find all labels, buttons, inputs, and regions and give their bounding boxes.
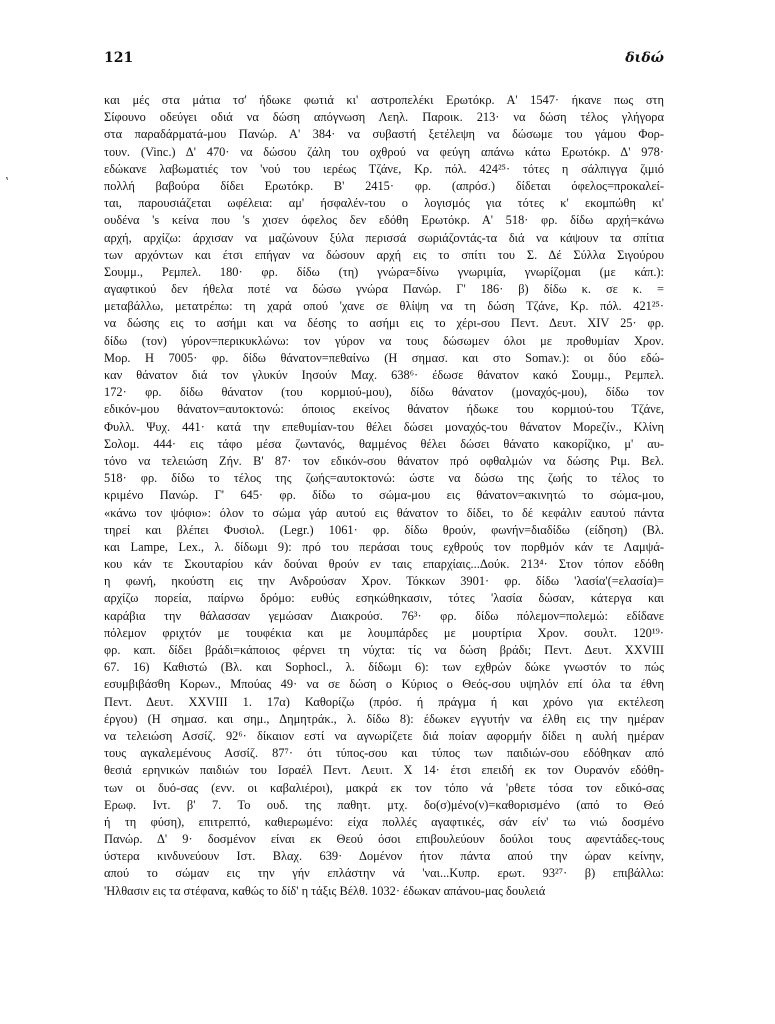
text-line: εδώκανε λαβωματιές τον 'νού του ιερέως Τζάνε, Κρ. πόλ. 424²⁵· τότες η σάλπιγγα ζιμιό <box>104 161 664 176</box>
text-line: Σίφουνο οδεύγει οδιά να δώση απόγνωση Λεηλ. Παροικ. 213· να δώση τέλος γλήγορα <box>104 110 664 125</box>
text-line: καν θάνατον διά τον γλυκύν Ιησούν Μαχ. 638⁶· έδωσε θάνατον κακό Σουμμ., Ρεμπελ. <box>104 368 664 382</box>
text-line: των οι δυό-σας (ενν. οι καβαλιέροι), μακρά εκ τον τόπο νά 'ρθετε τόσα τον εδικό-σας <box>104 780 664 795</box>
text-line: Πανώρ. Δ' 9· δοσμένον είναι εκ Θεού όσοι επιβουλεύουν δούλοι τους αφεντάδες-τους <box>104 832 664 847</box>
page-number: 121 <box>104 50 134 66</box>
page-header <box>104 50 664 70</box>
text-line: 67. 16) Καθιστώ (Βλ. και Sophocl., λ. δίδωμι 6): των εχθρών δώκε γνωστόν το πώς <box>104 660 664 675</box>
text-line: «κάνω τον ψόφιο»: όλον το σώμα γάρ αυτού εις θάνατον το δίδει, το δέ κεφάλιν εαυτού πάντα <box>104 505 664 520</box>
margin-mark: ʽ <box>5 175 9 189</box>
text-line: ύστερα κινδυνεύουν Ιστ. Βλαχ. 639· Δομένον ήτον πάντα απού την ώραν κείνην, <box>104 849 664 864</box>
text-line: εδικόν-μου θάνατον=αυτοκτονώ: όποιος εκείνος θάνατον ήδωκε του κορμιού-του Τζάνε, <box>104 402 664 417</box>
text-line: Φυλλ. Ψυχ. 441· κατά την επεθυμίαν-του θέλει δώσει μοναχός-του θάνατον Μορεζίν., Κλίνη <box>104 419 664 434</box>
text-line: 518· φρ. δίδω το τέλος της ζωής=αυτοκτονώ: ώστε να δώσω της ζωής το τέλος το <box>104 471 664 486</box>
text-line: 'Ηλθασιν εις τα στέφανα, καθώς το δίδ' η τάξις Βέλθ. 1032· έδωκαν απάνου-μας δουλειά <box>104 883 546 898</box>
text-line: στα παραδάρματά-μου Πανώρ. Α' 384· να συβαστή ξετέλεψη να δώσωμε του γάμου Φορ- <box>104 127 664 142</box>
text-line: απού το σώμαν εις την γήν επλάστην νά 'ναι...Κυπρ. ερωτ. 93²⁷· β) επιβάλλω: <box>104 866 664 881</box>
text-line: αρχή, αρχίζω: άρχισαν να μαζώνουν ξύλα περισσά σωριάζοντάς-τα διά να κάψουν τα σπίτια <box>104 230 664 245</box>
text-line: έργου) (Η σημασ. και σημ., Δημητράκ., λ. δίδω 8): έδωκεν εγγυτήν να έλθη εις την ημέραν <box>104 711 664 726</box>
text-line: τουν. (Vinc.) Δ' 470· να δώσου ζάλη του οχθρού να φεύγη απάνω κάτω Ερωτόκρ. Δ' 978· <box>104 144 664 159</box>
text-line: η φωνή, ηκούστη εις την Ανδρούσαν Χρον. Τόκκων 3901· φρ. δίδω 'λασία'(=ελασία)= <box>104 574 664 589</box>
text-line: ή τη φύση), επιτρεπτό, καθιερωμένο: είχα πολλές αγαφτικές, σάν είν' τω νιώ δοσμένο <box>104 814 664 829</box>
text-line: και Lampe, Lex., λ. δίδωμι 9): πρό του περάσαι τους εχθρούς τον πορθμόν κάν τε Λαμψά- <box>104 539 664 554</box>
text-line: αγαφτικού δεν ήθελα ποτέ να δώσω γνώρα Πανώρ. Γ' 186· β) δίδω κ. σε κ. = <box>104 282 664 297</box>
text-line: πόλεμον φριχτόν με τουφέκια και με λουμπάρδες με μουρτίρια Χρον. σουλτ. 120¹⁹· <box>104 625 664 640</box>
text-line: φρ. καπ. δίδει βράδι=κάποιος φέρνει τη νύχτα: τίς να δώση βράδι; Πεντ. Δευτ. XXVIII <box>104 643 664 657</box>
text-line: εσυμβιβάσθη Κορων., Μπούας 49· να σε δώση ο Κύριος ο Θεός-σου υψηλόν επί όλα τα έθνη <box>104 677 664 692</box>
text-line: Σουμμ., Ρεμπελ. 180· φρ. δίδω (τη) γνώρα=δίνω γνωριμία, γνωρίζομαι (με κάπ.): <box>104 264 664 279</box>
text-line: τηρεί και βλέπει Φυσιολ. (Legr.) 1061· φρ. δίδω θρούν, φωνήν=διαδίδω (είδηση) (Βλ. <box>104 522 664 537</box>
text-line: Μορ. Η 7005· φρ. δίδω θάνατον=πεθαίνω (Η σημασ. και στο Somav.): οι δύο εδώ- <box>104 350 664 365</box>
text-line: κου κάν τε Σκουταρίου κάν δούναι θρούν εν ταις επαρχίαις...Δούκ. 213⁴· Στον τόπον εδόθη <box>104 557 664 572</box>
text-line: τους αγκαλεμένους Ασσίζ. 87⁷· ότι τύπος-σου και τύπος των παιδιών-σου εδόθηκαν από <box>104 746 664 761</box>
text-line: αρχίζω πορεία, παίρνω δρόμο: ευθύς εσηκώθηκασιν, τότες 'λασία δώσαν, κάτεργα και <box>104 591 664 606</box>
text-line: Ερωφ. Ιντ. β' 7. Το ουδ. της παθητ. μτχ. δο(σ)μένο(ν)=καθορισμένο (από το Θεό <box>104 797 664 812</box>
text-line: τόνο να τελειώση Ζήν. Β' 87· τον εδικόν-σου θάνατον πρό οφθαλμών να δώσης Ριμ. Βελ. <box>104 453 664 468</box>
text-line: των αρχόντων και έτσι επήγαν να δώσουν αρχή εις το σπίτι του Σ. Δέ Σύλλα Σιγούρου <box>104 247 664 262</box>
text-line: να δώσης εις το ασήμι και να δέσης το ασήμι εις το χέρι-σου Πεντ. Δευτ. XIV 25· φρ. <box>104 316 664 331</box>
text-line: καράβια την θάλασσαν γεμώσαν Διακρούσ. 76³· φρ. δίδω πόλεμον=πολεμώ: εδίδανε <box>104 608 664 623</box>
text-line: θεσιά ερηνικών παιδιών του Ισραέλ Πεντ. Λευιτ. Χ 14· έτσι επειδή εκ τον Ουρανόν εδόθη- <box>104 763 664 778</box>
text-line: δίδω (τον) γύρον=περικυκλώνω: τον γύρον να τους δώσωμεν όλοι με προθυμίαν Χρον. <box>104 333 664 348</box>
text-line: ται, παρουσιάζεται ωφέλεια: αμ' ήσφαλέν-του ο λογισμός για τότες κ' εκομπώθη κι' <box>104 196 664 211</box>
text-line: να τελειώση Ασσίζ. 92⁶· δίκαιον εστί να αγνωρίζετε διά ποίαν αφορμήν δίδει η αυλή ημέραν <box>104 728 664 743</box>
text-line: μεταβάλλω, μετατρέπω: τη χαρά οπού 'χανε σε θλίψη να τη δώση Τζάνε, Κρ. πόλ. 421²⁵· <box>104 299 664 314</box>
text-line: 172· φρ. δίδω θάνατον (του κορμιού-μου), δίδω θάνατον (μοναχός-μου), δίδω τον <box>104 385 664 400</box>
text-line: Σολομ. 444· εις τάφο μέσα ζωντανός, θαμμένος θέλει δώσει θάνατο κακορίζικο, μ' αυ- <box>104 436 664 451</box>
text-line: Πεντ. Δευτ. XXVIII 1. 17α) Καθορίζω (πρόσ. ή πράγμα ή και χρόνο για εκτέλεση <box>104 694 664 709</box>
text-line: κριμένο Πανώρ. Γ' 645· φρ. δίδω το σώμα-μου εις θάνατον=ακινητώ το σώμα-μου, <box>104 488 664 503</box>
text-line: και μές στα μάτια τσ' ήδωκε φωτιά κι' αστροπελέκι Ερωτόκρ. Α' 1547· ήκανε πως στη <box>104 93 664 107</box>
running-head: διδώ <box>625 50 664 66</box>
text-line: ουδένα 's κείνα που 's χισεν όφελος δεν εδόθη Ερωτόκρ. Α' 518· φρ. δίδω αρχή=κάνω <box>104 213 664 228</box>
text-line: πολλή βαβούρα δίδει Ερωτόκρ. Β' 2415· φρ. (απρόσ.) δίδεται όφελος=προκαλεί- <box>104 178 664 193</box>
dictionary-entry-body <box>104 92 664 900</box>
